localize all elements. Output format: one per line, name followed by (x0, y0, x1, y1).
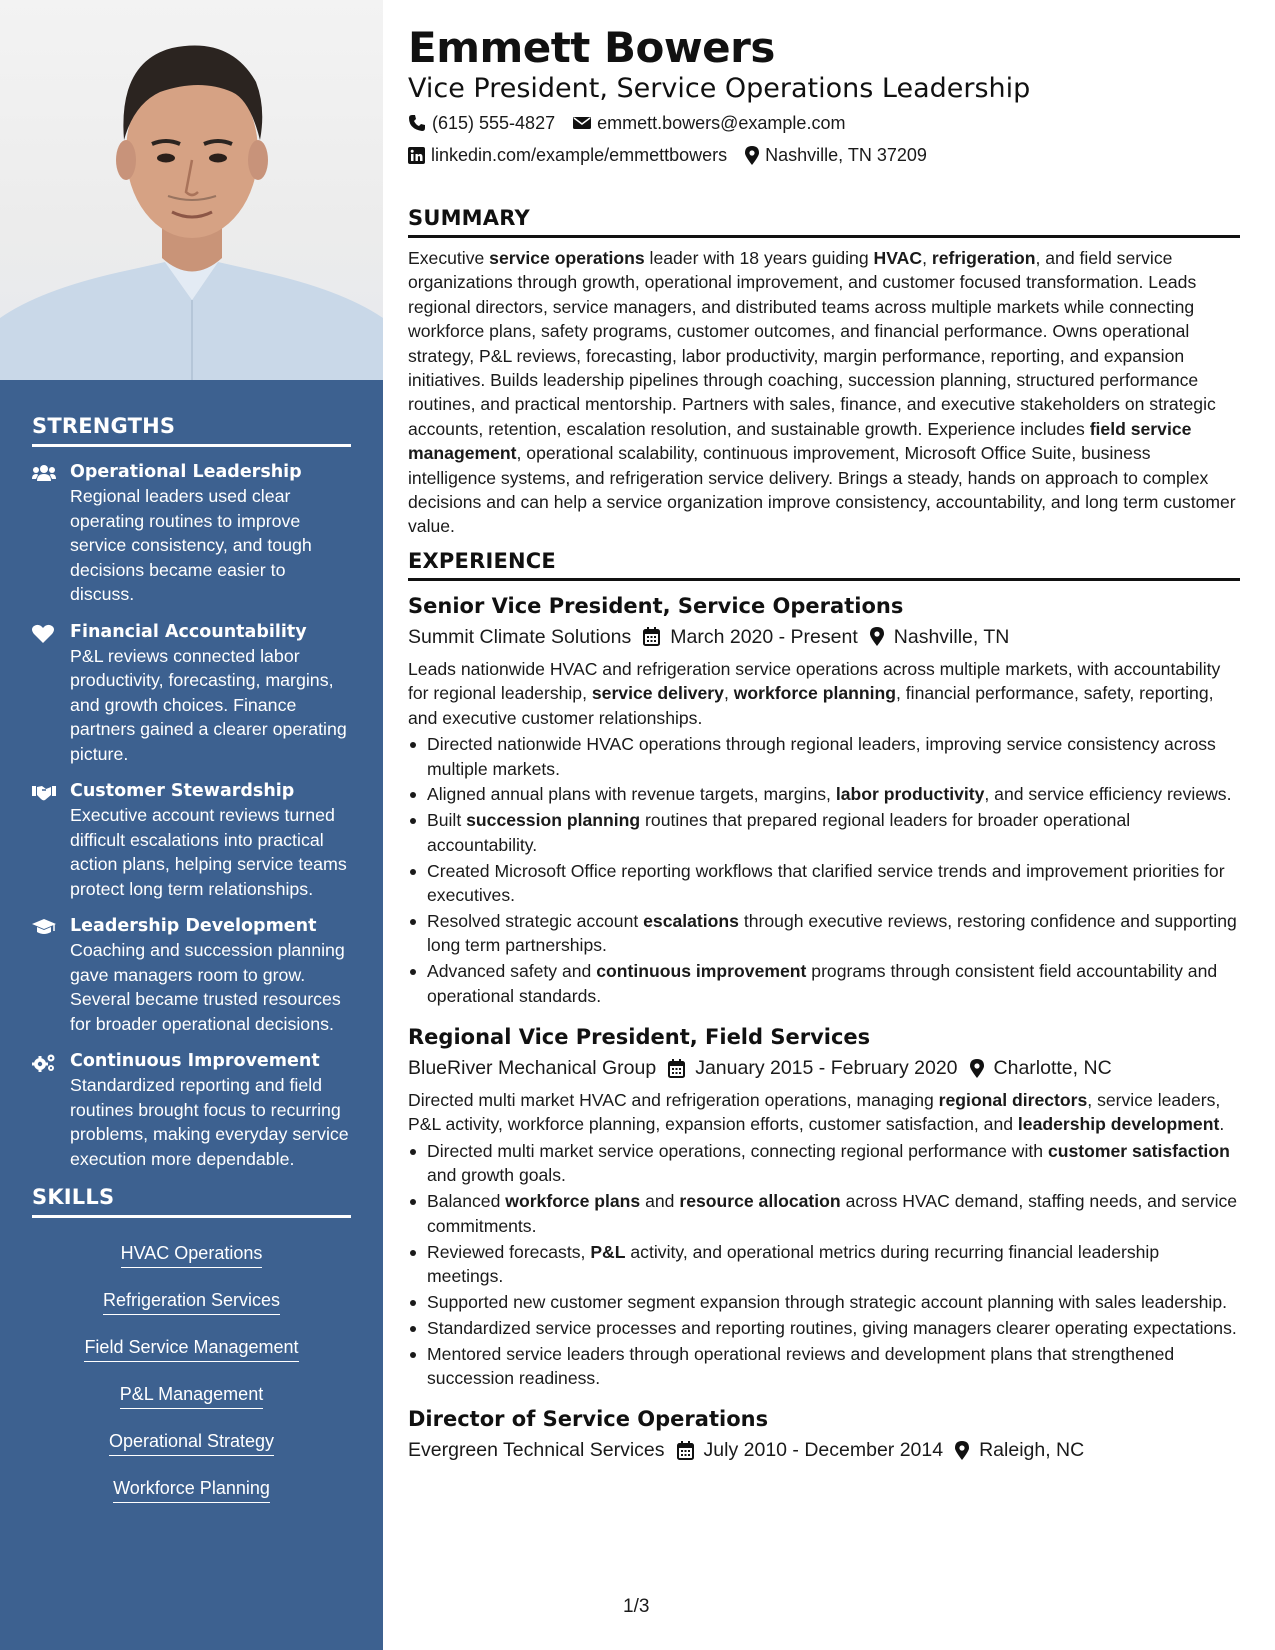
dates-text: March 2020 - Present (670, 625, 858, 648)
job-bullet: Standardized service processes and reporting routines, giving managers clearer operating expectations. (408, 1316, 1240, 1340)
calendar-icon (677, 1441, 694, 1460)
location-text: Nashville, TN (893, 625, 1010, 648)
skill-list (32, 1232, 351, 1520)
job-title: Senior Vice President, Service Operations (408, 593, 904, 618)
strength-desc: Regional leaders used clear operating routines to improve service consistency, and tough decisions became easier to discuss. (70, 486, 312, 604)
strength-title: Operational Leadership (70, 462, 302, 482)
graduation-cap-icon (32, 915, 70, 1036)
handshake-icon (32, 780, 70, 901)
job-bullet: Balanced workforce plans and resource allocation across HVAC demand, staffing needs, and service commitments. (408, 1189, 1240, 1238)
job-bullet: Reviewed forecasts, P&L activity, and operational metrics during recurring financial leadership meetings. (408, 1240, 1240, 1289)
job-meta (408, 621, 1240, 653)
strength-title: Leadership Development (70, 916, 317, 936)
profile-photo (0, 0, 383, 380)
strength-desc: P&L reviews connected labor productivity, forecasting, margins, and growth choices. Finance partners gained a clearer operating picture. (70, 645, 347, 764)
job-dates (677, 1434, 944, 1466)
map-pin-icon (870, 627, 884, 646)
strengths-heading: STRENGTHS (32, 414, 351, 447)
experience-heading: EXPERIENCE (408, 549, 1240, 581)
skill-tag: Workforce Planning (113, 1478, 270, 1503)
map-pin-icon (970, 1059, 984, 1078)
job-bullet: Advanced safety and continuous improvement programs through consistent field accountability and operational standards. (408, 959, 1240, 1008)
dates-text: July 2010 - December 2014 (703, 1439, 944, 1462)
strength-title: Financial Accountability (70, 621, 307, 642)
users-icon (32, 461, 70, 607)
job-bullet: Resolved strategic account escalations through executive reviews, restoring confidence and supporting long term partnerships. (408, 909, 1240, 958)
contact-row (408, 108, 1240, 138)
strength-item (32, 1050, 351, 1171)
email-text[interactable]: emmett.bowers@example.com (597, 113, 846, 133)
skill-tag: P&L Management (120, 1384, 263, 1409)
company-name: Evergreen Technical Services (408, 1439, 665, 1462)
strength-item (32, 621, 351, 767)
summary-text: Executive service operations leader with 18 years guiding HVAC, refrigeration, and field service organizations through growth, operational improvement, and customer focused transformation. Leads regional directors, service managers, and distributed teams across multiple markets while connecting workforce plans, safety programs, customer outcomes, and financial performance. Owns operational strategy, P&L reviews, forecasting, labor productivity, margin performance, reporting, and expansion initiatives. Builds leadership pipelines through coaching, succession planning, structured performance routines, and practical mentorship. Partners with sales, finance, and executive stakeholders on strategic accounts, retention, escalation resolution, and sustainable growth. Experience includes field service management, operational scalability, continuous improvement, Microsoft Office Suite, business intelligence systems, and refrigeration service delivery. Brings a steady, hands on approach to complex decisions and can help a service organization improve consistency, accountability, and long term customer value. (408, 248, 1236, 537)
strength-title: Continuous Improvement (70, 1051, 320, 1071)
strength-item (32, 780, 351, 901)
strength-desc: Coaching and succession planning gave managers room to grow. Several became trusted resources for broader operational decisions. (70, 940, 345, 1034)
main-content (408, 22, 1240, 1466)
job-bullet: Built succession planning routines that prepared regional leaders for broader operational accountability. (408, 808, 1240, 857)
company-name: Summit Climate Solutions (408, 625, 632, 648)
job-location (970, 1052, 1112, 1084)
calendar-icon (643, 627, 660, 646)
job-summary: Leads nationwide HVAC and refrigeration service operations across multiple markets, with accountability for regional leadership, service delivery, workforce planning, financial performance, safety, reporting, and executive customer relationships. (408, 658, 1221, 728)
summary-heading: SUMMARY (408, 206, 1240, 238)
phone-icon (408, 114, 426, 132)
job-bullet: Aligned annual plans with revenue targets, margins, labor productivity, and service efficiency reviews. (408, 782, 1240, 806)
calendar-icon (668, 1059, 685, 1078)
job-dates (643, 621, 858, 653)
job-dates (668, 1052, 957, 1084)
job-entry (408, 1404, 1240, 1466)
candidate-name: Emmett Bowers (408, 23, 775, 72)
dates-text: January 2015 - February 2020 (695, 1057, 958, 1080)
phone-text: (615) 555-4827 (432, 113, 556, 133)
skill-tag: Operational Strategy (109, 1431, 274, 1456)
job-title: Regional Vice President, Field Services (408, 1025, 871, 1050)
location-contact (745, 140, 927, 170)
job-entry (408, 591, 1240, 1008)
job-summary: Directed multi market HVAC and refrigeration operations, managing regional directors, service leaders, P&L activity, workforce planning, expansion efforts, customer satisfaction, and leadership development. (408, 1090, 1225, 1135)
linkedin-contact[interactable] (408, 140, 727, 170)
strength-desc: Executive account reviews turned difficult escalations into practical action plans, helping service teams protect long term relationships. (70, 805, 347, 899)
job-title: Director of Service Operations (408, 1407, 769, 1432)
envelope-icon (573, 116, 591, 130)
linkedin-text[interactable]: linkedin.com/example/emmettbowers (431, 145, 728, 165)
gears-icon (32, 1050, 70, 1171)
job-entry (408, 1022, 1240, 1390)
job-location (955, 1434, 1084, 1466)
job-bullets (408, 732, 1240, 1008)
heart-icon (32, 621, 70, 767)
phone-contact (408, 108, 555, 138)
job-bullet: Directed nationwide HVAC operations through regional leaders, improving service consistency across multiple markets. (408, 732, 1240, 781)
sidebar-panel (0, 380, 383, 1650)
email-contact[interactable] (573, 108, 845, 138)
strength-item (32, 461, 351, 607)
job-meta (408, 1434, 1240, 1466)
strength-title: Customer Stewardship (70, 781, 295, 801)
contact-row (408, 140, 1240, 170)
job-bullets (408, 1139, 1240, 1391)
map-pin-icon (955, 1441, 969, 1460)
job-meta (408, 1052, 1240, 1084)
company-name: BlueRiver Mechanical Group (408, 1057, 657, 1080)
job-bullet: Created Microsoft Office reporting workflows that clarified service trends and improvement priorities for executives. (408, 859, 1240, 908)
sidebar (0, 0, 383, 1650)
skill-tag: Field Service Management (84, 1337, 298, 1362)
skill-tag: Refrigeration Services (103, 1290, 280, 1315)
skills-heading: SKILLS (32, 1185, 351, 1218)
job-bullet: Supported new customer segment expansion through strategic account planning with sales leadership. (408, 1290, 1240, 1314)
map-pin-icon (745, 146, 759, 165)
location-text: Charlotte, NC (993, 1057, 1112, 1080)
strength-desc: Standardized reporting and field routines brought focus to recurring problems, making everyday service execution more dependable. (70, 1075, 349, 1169)
strength-item (32, 915, 351, 1036)
job-location (870, 621, 1010, 653)
skill-tag: HVAC Operations (121, 1243, 263, 1268)
location-text: Nashville, TN 37209 (765, 145, 927, 165)
job-bullet: Mentored service leaders through operational reviews and development plans that strengthened succession readiness. (408, 1342, 1240, 1391)
location-text: Raleigh, NC (979, 1439, 1085, 1462)
job-bullet: Directed multi market service operations, connecting regional performance with customer satisfaction and growth goals. (408, 1139, 1240, 1188)
candidate-title: Vice President, Service Operations Leadership (408, 73, 1031, 104)
page-number: 1/3 (623, 1596, 650, 1617)
linkedin-icon (408, 147, 425, 164)
